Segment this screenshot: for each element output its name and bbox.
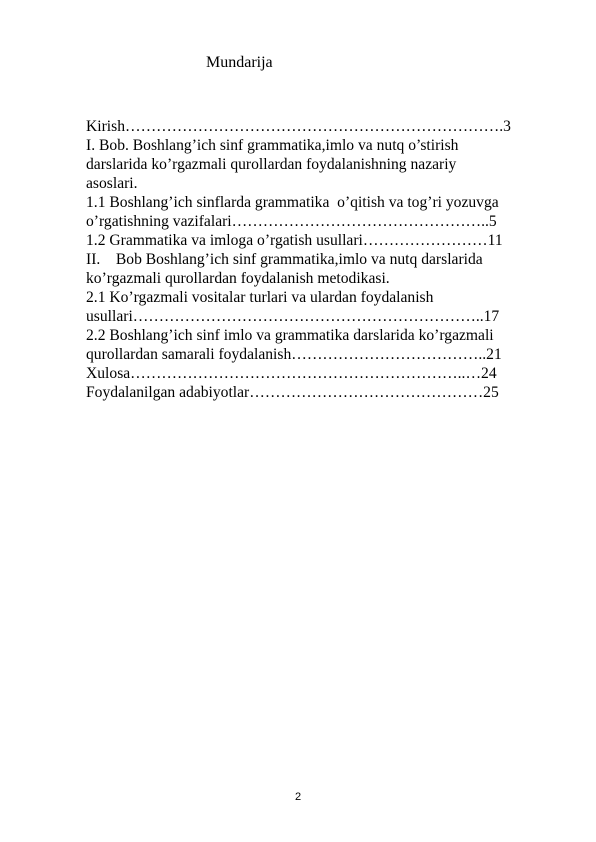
toc-line: 1.2 Grammatika va imloga o’rgatish usullari……………………11 [86,232,503,249]
toc-line: 2.1 Ko’rgazmali vositalar turlari va ulardan foydalanish [86,289,434,306]
toc-line: asoslari. [86,175,138,192]
page-number: 2 [294,791,302,803]
toc-line: 1.1 Boshlang’ich sinflarda grammatika o’qitish va tog’ri yozuvga [86,194,499,211]
toc-line: Xulosa………………………………………………………..…24 [86,365,497,382]
toc-line: Kirish……………………………………………………………….3 [86,118,511,135]
page-title: Mundarija [206,54,273,71]
toc-line: I. Bob. Boshlang’ich sinf grammatika,imlo va nutq o’stirish [86,137,459,154]
toc-line: 2.2 Boshlang’ich sinf imlo va grammatika darslarida ko’rgazmali [86,327,494,344]
toc-line: II. Bob Boshlang’ich sinf grammatika,imlo va nutq darslarida [86,251,483,268]
toc-line: usullari…………………………………………………………..17 [86,308,500,325]
toc-line: Foydalanilgan adabiyotlar………………………………………25 [86,384,499,401]
toc-line: o’rgatishning vazifalari…………………………………………..5 [86,213,497,230]
table-of-contents [86,117,571,402]
toc-line: darslarida ko’rgazmali qurollardan foydalanishning nazariy [86,156,457,173]
toc-line: ko’rgazmali qurollardan foydalanish metodikasi. [86,270,390,287]
toc-line: qurollardan samarali foydalanish………………………………..21 [86,346,502,363]
